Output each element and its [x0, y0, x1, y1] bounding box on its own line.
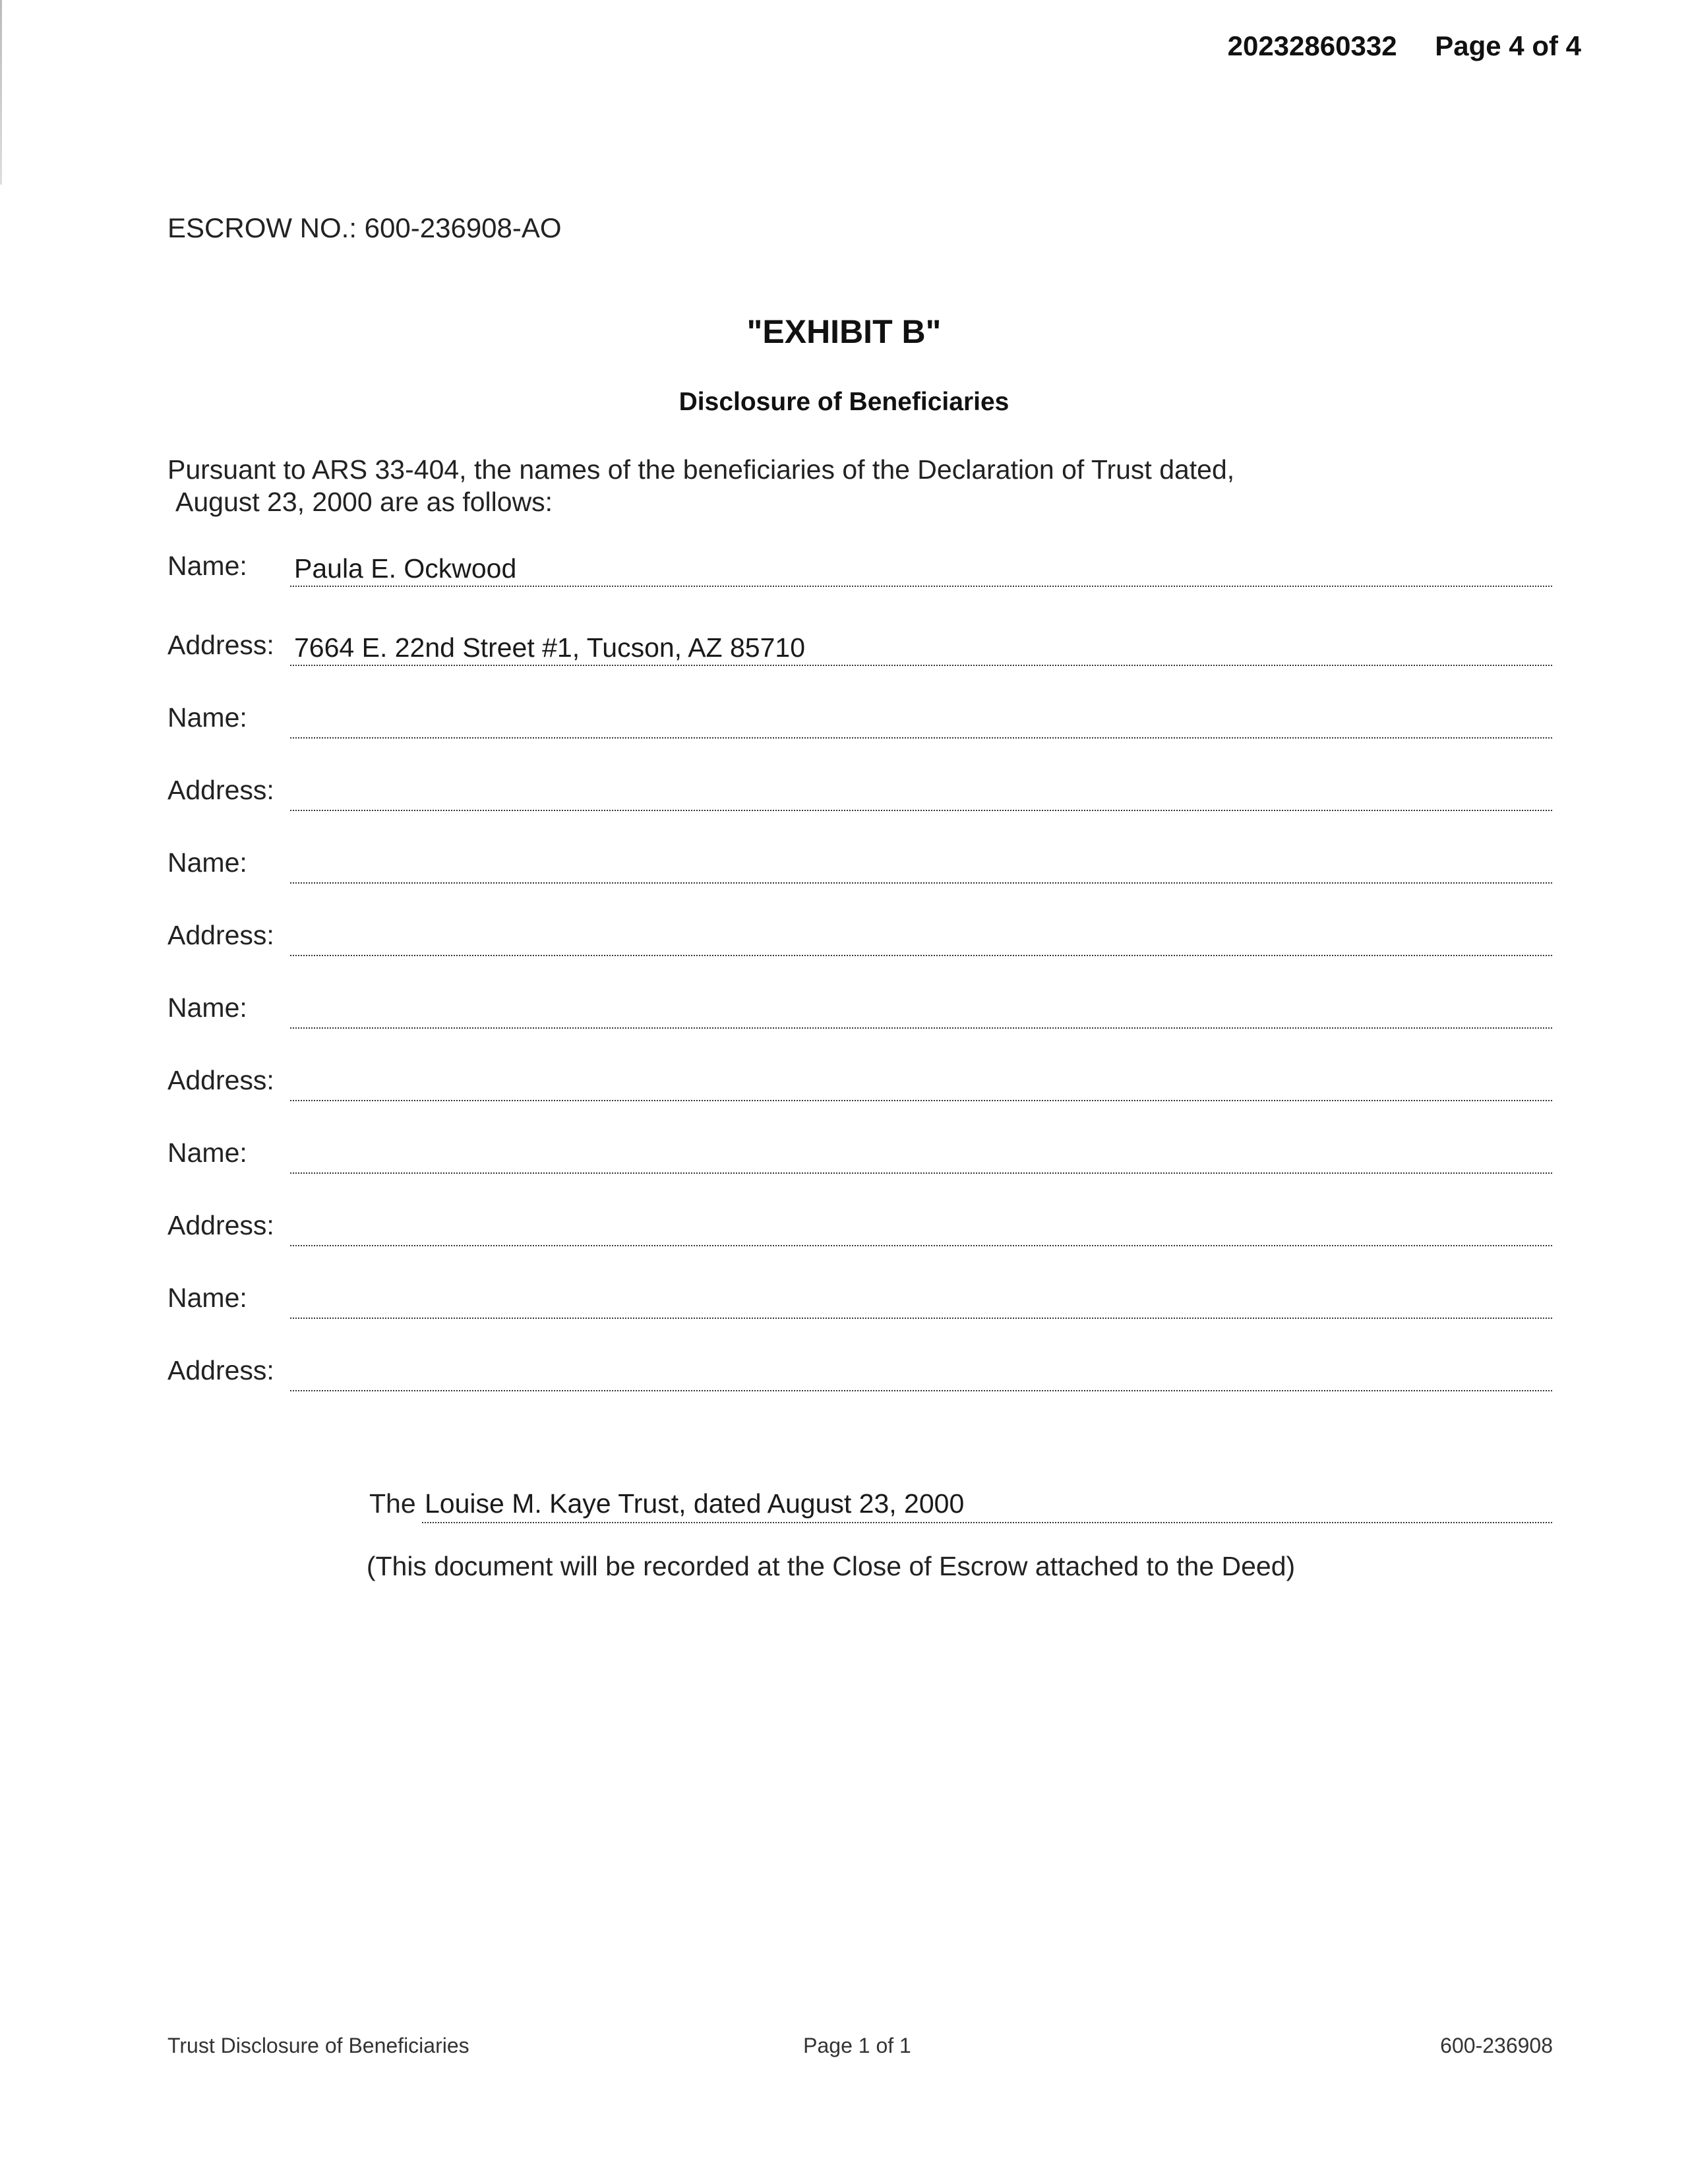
field-label: Name:: [167, 992, 247, 1023]
field-underline: [290, 586, 1552, 587]
beneficiary-name-field[interactable]: [167, 989, 1552, 1029]
trust-name-field[interactable]: [369, 1484, 1552, 1523]
field-underline: [290, 1390, 1552, 1391]
beneficiary-address-field[interactable]: [167, 1062, 1552, 1101]
recording-number: 20232860332: [1227, 30, 1397, 61]
beneficiary-name-field[interactable]: [167, 1279, 1552, 1319]
beneficiary-address-field[interactable]: [167, 626, 1552, 666]
trust-name: Louise M. Kaye Trust, dated August 23, 2000: [425, 1488, 965, 1519]
field-underline: [290, 1245, 1552, 1246]
field-underline: [290, 882, 1552, 884]
field-underline: [290, 665, 1552, 666]
beneficiary-address-field[interactable]: [167, 1352, 1552, 1391]
beneficiary-name-field[interactable]: [167, 699, 1552, 739]
beneficiary-name-field[interactable]: [167, 844, 1552, 884]
scan-edge-mark: [0, 0, 2, 185]
intro-line-2: August 23, 2000 are as follows:: [175, 487, 553, 517]
field-label: Address:: [167, 920, 274, 950]
field-underline: [290, 1027, 1552, 1029]
escrow-number: ESCROW NO.: 600-236908-AO: [167, 212, 562, 243]
beneficiary-address-field[interactable]: [167, 772, 1552, 811]
document-subtitle: Disclosure of Beneficiaries: [678, 388, 1010, 416]
field-value: 7664 E. 22nd Street #1, Tucson, AZ 85710: [294, 632, 805, 663]
footer-reference-number: 600-236908: [1440, 2034, 1553, 2057]
field-underline: [290, 810, 1552, 811]
field-underline: [290, 1172, 1552, 1174]
field-label: Name:: [167, 1138, 247, 1168]
field-underline: [290, 1100, 1552, 1101]
field-label: Name:: [167, 1283, 247, 1313]
beneficiary-name-field[interactable]: [167, 547, 1552, 587]
beneficiary-address-field[interactable]: [167, 917, 1552, 956]
field-underline: [290, 955, 1552, 956]
beneficiary-name-field[interactable]: [167, 1134, 1552, 1174]
trust-prefix: The: [369, 1488, 416, 1519]
footer-document-title: Trust Disclosure of Beneficiaries: [167, 2034, 469, 2057]
trust-underline: [422, 1522, 1552, 1523]
field-label: Name:: [167, 847, 247, 878]
field-underline: [290, 1318, 1552, 1319]
exhibit-title: "EXHIBIT B": [746, 313, 942, 350]
field-label: Address:: [167, 1065, 274, 1095]
field-label: Address:: [167, 1355, 274, 1385]
beneficiary-address-field[interactable]: [167, 1207, 1552, 1246]
recording-header: [1228, 30, 1581, 62]
intro-paragraph: [167, 454, 1552, 518]
intro-line-1: Pursuant to ARS 33-404, the names of the beneficiaries of the Declaration of Trust dated,: [167, 454, 1235, 485]
field-label: Name:: [167, 702, 247, 733]
page-indicator: Page 4 of 4: [1435, 30, 1581, 61]
field-value: Paula E. Ockwood: [294, 553, 517, 584]
field-label: Name:: [167, 551, 247, 581]
footer-page-number: Page 1 of 1: [803, 2034, 911, 2057]
field-underline: [290, 737, 1552, 739]
field-label: Address:: [167, 630, 274, 660]
recording-note: (This document will be recorded at the Close of Escrow attached to the Deed): [366, 1551, 1296, 1581]
field-label: Address:: [167, 1210, 274, 1240]
field-label: Address:: [167, 775, 274, 805]
